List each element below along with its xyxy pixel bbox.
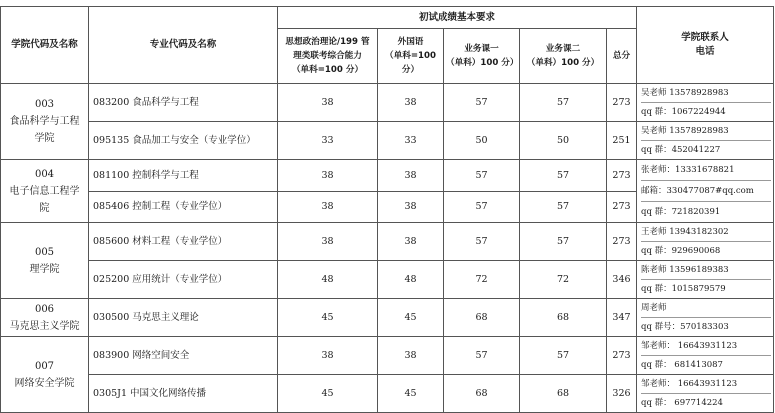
foreign-score: 38 xyxy=(378,191,444,223)
header-contact-line-2: 电话 xyxy=(695,46,715,57)
politics-score: 45 xyxy=(278,375,378,413)
major-cell: 0305J1 中国文化网络传播 xyxy=(89,375,278,413)
contact-cell xyxy=(637,223,774,261)
total-score: 251 xyxy=(607,122,637,160)
header-course2-line-2: （单科）100 分） xyxy=(526,58,600,68)
contact-line: qq 群： 681413087 xyxy=(641,360,723,370)
score-requirements-table xyxy=(0,6,774,413)
foreign-score: 38 xyxy=(378,223,444,261)
college-name-line-1: 马克思主义学院 xyxy=(9,320,80,332)
total-score: 273 xyxy=(607,191,637,223)
header-politics-line-2: 理类联考综合能力 xyxy=(293,51,362,61)
foreign-score: 45 xyxy=(378,375,444,413)
politics-score: 33 xyxy=(278,122,378,160)
college-cell-004 xyxy=(1,160,89,223)
contact-line: 王老师 13943182302 xyxy=(641,223,771,242)
contact-cell xyxy=(637,122,774,160)
total-score: 273 xyxy=(607,84,637,122)
contact-cell xyxy=(637,261,774,299)
contact-line: 吴老师 13578928983 xyxy=(641,84,771,103)
table-row xyxy=(1,261,774,299)
politics-score: 38 xyxy=(278,84,378,122)
course2-score: 57 xyxy=(520,191,607,223)
total-score: 273 xyxy=(607,337,637,375)
foreign-score: 38 xyxy=(378,160,444,192)
course1-score: 57 xyxy=(444,223,520,261)
contact-cell xyxy=(637,160,774,223)
college-cell-005 xyxy=(1,223,89,299)
course1-score: 57 xyxy=(444,337,520,375)
course2-score: 57 xyxy=(520,223,607,261)
contact-line: qq 群：1015879579 xyxy=(641,284,726,294)
college-name-line-1: 理学院 xyxy=(29,263,60,275)
contact-line: 吴老师 13578928983 xyxy=(641,122,771,141)
header-politics-line-3: （单科=100 分） xyxy=(291,65,364,75)
table-row xyxy=(1,84,774,122)
contact-cell xyxy=(637,84,774,122)
college-code: 006 xyxy=(34,303,55,315)
total-score: 273 xyxy=(607,160,637,192)
contact-cell xyxy=(637,299,774,337)
table-row xyxy=(1,122,774,160)
college-cell-006 xyxy=(1,299,89,337)
major-cell: 085600 材料工程（专业学位） xyxy=(89,223,278,261)
contact-line: 周老师 xyxy=(641,299,771,318)
foreign-score: 48 xyxy=(378,261,444,299)
politics-score: 48 xyxy=(278,261,378,299)
total-score: 273 xyxy=(607,223,637,261)
header-politics xyxy=(278,29,378,84)
contact-cell xyxy=(637,375,774,413)
course1-score: 50 xyxy=(444,122,520,160)
total-score: 326 xyxy=(607,375,637,413)
college-name-line-2: 学院 xyxy=(34,133,55,144)
course1-score: 68 xyxy=(444,375,520,413)
table-row xyxy=(1,375,774,413)
table-row xyxy=(1,299,774,337)
course2-score: 57 xyxy=(520,337,607,375)
major-cell: 030500 马克思主义理论 xyxy=(89,299,278,337)
table-row xyxy=(1,223,774,261)
contact-line: 邹老师： 16643931123 xyxy=(641,337,771,356)
foreign-score: 33 xyxy=(378,122,444,160)
course1-score: 68 xyxy=(444,299,520,337)
politics-score: 38 xyxy=(278,160,378,192)
politics-score: 38 xyxy=(278,223,378,261)
major-cell: 085406 控制工程（专业学位） xyxy=(89,191,278,223)
major-cell: 025200 应用统计（专业学位） xyxy=(89,261,278,299)
contact-line: qq 群：452041227 xyxy=(641,145,721,155)
header-total: 总分 xyxy=(607,29,637,84)
college-name-line-1: 电子信息工程学 xyxy=(9,185,80,197)
header-contact xyxy=(637,7,774,84)
contact-line: 张老师：13331678821 xyxy=(641,160,771,181)
course2-score: 72 xyxy=(520,261,607,299)
header-major: 专业代码及名称 xyxy=(89,7,278,84)
header-course1-line-1: 业务课一 xyxy=(464,44,499,54)
table-row xyxy=(1,160,774,192)
major-cell: 083900 网络空间安全 xyxy=(89,337,278,375)
major-cell: 095135 食品加工与安全（专业学位） xyxy=(89,122,278,160)
contact-line: qq 群：929690068 xyxy=(641,246,721,256)
total-score: 347 xyxy=(607,299,637,337)
header-course2-line-1: 业务课二 xyxy=(545,44,581,54)
header-course1 xyxy=(444,29,520,84)
table-row xyxy=(1,337,774,375)
header-college: 学院代码及名称 xyxy=(1,7,89,84)
header-foreign-line-2: （单科=100 分） xyxy=(385,51,436,75)
header-course1-line-2: （单科）100 分） xyxy=(446,58,519,68)
college-code: 004 xyxy=(34,168,55,180)
major-cell: 083200 食品科学与工程 xyxy=(89,84,278,122)
contact-line: 陈老师 13596189383 xyxy=(641,261,771,280)
college-code: 007 xyxy=(34,360,55,372)
total-score: 346 xyxy=(607,261,637,299)
contact-line: 邮箱：330477087#qq.com xyxy=(641,181,771,202)
college-name-line-2: 院 xyxy=(39,202,50,214)
college-cell-007 xyxy=(1,337,89,413)
foreign-score: 38 xyxy=(378,337,444,375)
course1-score: 57 xyxy=(444,84,520,122)
foreign-score: 45 xyxy=(378,299,444,337)
college-name-line-1: 网络安全学院 xyxy=(14,377,75,389)
contact-cell xyxy=(637,337,774,375)
course2-score: 57 xyxy=(520,84,607,122)
contact-line: qq 群号：570183303 xyxy=(641,322,729,332)
score-table-wrapper xyxy=(0,6,773,413)
header-score-group: 初试成绩基本要求 xyxy=(278,7,637,29)
course2-score: 68 xyxy=(520,299,607,337)
header-foreign xyxy=(378,29,444,84)
contact-line: qq 群：721820391 xyxy=(641,207,721,217)
politics-score: 38 xyxy=(278,337,378,375)
header-course2 xyxy=(520,29,607,84)
major-cell: 081100 控制科学与工程 xyxy=(89,160,278,192)
header-foreign-line-1: 外国语 xyxy=(397,37,424,47)
course2-score: 57 xyxy=(520,160,607,192)
header-contact-line-1: 学院联系人 xyxy=(681,32,729,43)
college-code: 005 xyxy=(34,246,55,258)
college-cell-003 xyxy=(1,84,89,160)
college-code: 003 xyxy=(34,99,55,110)
course2-score: 68 xyxy=(520,375,607,413)
college-name-line-1: 食品科学与工程 xyxy=(9,116,80,127)
contact-line: qq 群：1067224944 xyxy=(641,107,726,117)
course1-score: 57 xyxy=(444,160,520,192)
foreign-score: 38 xyxy=(378,84,444,122)
header-politics-line-1: 思想政治理论/199 管 xyxy=(285,37,370,47)
course2-score: 50 xyxy=(520,122,607,160)
contact-line: qq 群： 697714224 xyxy=(641,398,723,408)
contact-line: 邹老师： 16643931123 xyxy=(641,375,771,394)
politics-score: 38 xyxy=(278,191,378,223)
course1-score: 57 xyxy=(444,191,520,223)
politics-score: 45 xyxy=(278,299,378,337)
course1-score: 72 xyxy=(444,261,520,299)
